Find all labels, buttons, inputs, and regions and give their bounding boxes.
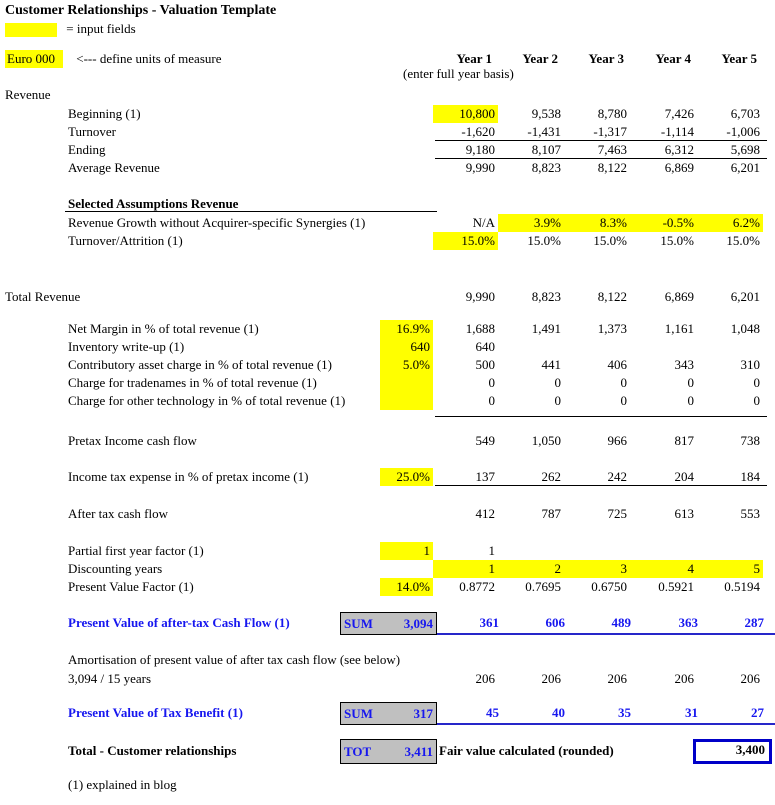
row-label: Total Revenue: [5, 289, 81, 304]
value-cell: [564, 338, 630, 356]
row-label: Income tax expense in % of pretax income (1): [68, 469, 309, 484]
value-cell: 8,122: [597, 289, 627, 304]
value-cell: 35: [618, 705, 631, 720]
row-ending: [0, 141, 775, 159]
row-pretax-income: [0, 432, 775, 450]
value-cell: 0.5921: [658, 579, 694, 594]
row-label: Inventory write-up (1): [68, 339, 185, 354]
value-cell: 0.8772: [459, 579, 495, 594]
value-cell: 441: [541, 357, 561, 372]
value-cell: [498, 338, 564, 356]
value-cell: -1,006: [726, 124, 760, 139]
value-cell: 412: [475, 506, 495, 521]
input-cell-growth-y3[interactable]: 8.3%: [564, 214, 630, 232]
value-cell: 8,823: [531, 289, 561, 304]
col-header-year2: Year 2: [522, 51, 558, 66]
value-cell: 0.7695: [525, 579, 561, 594]
year-basis-note: (enter full year basis): [403, 66, 514, 81]
sum-box-pv-after-tax: [340, 612, 437, 635]
value-cell: 262: [541, 469, 561, 484]
value-cell: 0: [620, 375, 627, 390]
input-color-swatch: [5, 23, 57, 37]
row-turnover-attrition: [0, 232, 775, 250]
year-header-row: [0, 50, 775, 68]
value-cell: 206: [541, 671, 561, 686]
input-cell-other-technology[interactable]: [380, 392, 433, 410]
value-cell: 1,161: [664, 321, 694, 336]
value-cell: 361: [479, 615, 499, 630]
value-cell: 204: [674, 469, 694, 484]
row-inventory-writeup: [0, 338, 775, 356]
value-cell: 184: [740, 469, 760, 484]
value-cell: 8,823: [531, 160, 561, 175]
row-label: Present Value of Tax Benefit (1): [68, 705, 243, 720]
col-header-year1: Year 1: [456, 51, 492, 66]
value-cell: 1,373: [597, 321, 627, 336]
row-label: Present Value of after-tax Cash Flow (1): [68, 615, 290, 630]
value-cell: 6,869: [664, 289, 694, 304]
value-cell: 15.0%: [527, 233, 561, 248]
value-cell: -1,317: [593, 124, 627, 139]
row-total-revenue: [0, 288, 775, 306]
value-cell: [498, 542, 564, 560]
input-cell-tradenames[interactable]: [380, 374, 433, 392]
value-cell: 0: [554, 375, 561, 390]
col-header-year5: Year 5: [721, 51, 757, 66]
row-label: Total - Customer relationships: [68, 743, 237, 758]
row-pv-factor: [0, 578, 775, 596]
value-cell: 500: [475, 357, 495, 372]
value-cell: 137: [475, 469, 495, 484]
input-cell-inventory[interactable]: 640: [380, 338, 433, 356]
value-cell: [630, 542, 697, 560]
input-legend: [5, 21, 136, 37]
row-discounting-years: [0, 560, 775, 578]
value-cell: 7,426: [664, 106, 694, 121]
value-cell: 549: [475, 433, 495, 448]
row-total-customer-relationships: [0, 739, 775, 762]
value-cell: 725: [607, 506, 627, 521]
row-other-technology-charge: [0, 392, 775, 410]
section-label-revenue: Revenue: [5, 87, 51, 102]
sum-label: SUM: [344, 616, 373, 631]
row-contributory-charge: [0, 356, 775, 374]
value-cell: [697, 542, 763, 560]
row-label: After tax cash flow: [68, 506, 168, 521]
value-cell: 606: [545, 615, 565, 630]
input-cell-pv-factor[interactable]: 14.0%: [380, 578, 433, 596]
value-cell: 6,201: [730, 289, 760, 304]
tot-label: TOT: [344, 744, 372, 759]
row-label: Net Margin in % of total revenue (1): [68, 321, 259, 336]
value-cell: 640: [475, 339, 495, 354]
value-cell: 15.0%: [593, 233, 627, 248]
value-cell: 6,201: [730, 160, 760, 175]
value-cell: 0.5194: [724, 579, 760, 594]
row-label: Contributory asset charge in % of total revenue (1): [68, 357, 333, 372]
value-cell: 553: [740, 506, 760, 521]
value-cell: 9,990: [465, 160, 495, 175]
value-cell: 1,491: [531, 321, 561, 336]
row-label: Revenue Growth without Acquirer-specific Synergies (1): [68, 215, 366, 230]
row-label: Charge for tradenames in % of total revenue (1): [68, 375, 317, 390]
divider: [435, 416, 767, 417]
input-cell-net-margin[interactable]: 16.9%: [380, 320, 433, 338]
input-cell-growth-y4[interactable]: -0.5%: [630, 214, 697, 232]
value-cell: 31: [685, 705, 698, 720]
row-pv-tax-benefit: [0, 702, 775, 723]
input-cell-beginning-y1[interactable]: 10,800: [433, 105, 498, 123]
divider: [435, 485, 767, 486]
row-after-tax-cash-flow: [0, 505, 775, 523]
value-cell: 817: [674, 433, 694, 448]
row-label: 3,094 / 15 years: [68, 671, 152, 686]
input-cell-growth-y2[interactable]: 3.9%: [498, 214, 564, 232]
value-cell: 45: [486, 705, 499, 720]
row-income-tax: [0, 468, 775, 486]
input-cell-disc-y2[interactable]: 2: [498, 560, 564, 578]
value-cell: 0: [687, 393, 694, 408]
input-cell-disc-y1[interactable]: 1: [433, 560, 498, 578]
value-cell: 7,463: [597, 142, 627, 157]
row-label: Pretax Income cash flow: [68, 433, 197, 448]
row-beginning: [0, 105, 775, 123]
col-header-year3: Year 3: [588, 51, 624, 66]
value-cell: 0.6750: [591, 579, 627, 594]
value-cell: [564, 542, 630, 560]
input-cell-contributory[interactable]: 5.0%: [380, 356, 433, 374]
value-cell: 0: [620, 393, 627, 408]
input-cell-disc-y5[interactable]: 5: [697, 560, 763, 578]
row-label: Turnover/Attrition (1): [68, 233, 183, 248]
sum-label: SUM: [344, 706, 373, 721]
input-cell-income-tax[interactable]: 25.0%: [380, 468, 433, 486]
input-cell-disc-y3[interactable]: 3: [564, 560, 630, 578]
row-label: Ending: [68, 142, 106, 157]
value-cell: 8,122: [597, 160, 627, 175]
value-cell: 8,107: [531, 142, 561, 157]
value-cell: 206: [674, 671, 694, 686]
value-cell: 787: [541, 506, 561, 521]
fair-value-box: 3,400: [693, 739, 772, 764]
value-cell: 15.0%: [660, 233, 694, 248]
divider: [437, 633, 775, 635]
value-cell: 1: [488, 543, 495, 558]
value-cell: 9,180: [465, 142, 495, 157]
input-cell-partial-factor[interactable]: 1: [380, 542, 433, 560]
units-input-cell[interactable]: Euro 000: [5, 50, 63, 68]
row-net-margin: [0, 320, 775, 338]
value-cell: 343: [674, 357, 694, 372]
sum-box-pv-tax-benefit: [340, 702, 437, 725]
value-cell: 8,780: [597, 106, 627, 121]
input-cell-attrition-y1[interactable]: 15.0%: [433, 232, 498, 250]
value-cell: 0: [554, 393, 561, 408]
footnote: (1) explained in blog: [68, 777, 177, 792]
value-cell: [630, 338, 697, 356]
value-cell: -1,114: [660, 124, 694, 139]
row-label: Discounting years: [68, 561, 163, 576]
row-pv-after-tax: [0, 612, 775, 633]
value-cell: 613: [674, 506, 694, 521]
value-cell: 489: [611, 615, 631, 630]
value-cell: 738: [740, 433, 760, 448]
amortisation-note: Amortisation of present value of after tax cash flow (see below): [68, 652, 401, 667]
row-label: Partial first year factor (1): [68, 543, 204, 558]
section-header-assumptions: Selected Assumptions Revenue: [65, 196, 437, 212]
fair-value-label: Fair value calculated (rounded): [439, 743, 614, 758]
value-cell: -1,431: [527, 124, 561, 139]
value-cell: 40: [552, 705, 565, 720]
row-label: Charge for other technology in % of total revenue (1): [68, 393, 346, 408]
value-cell: N/A: [472, 215, 495, 230]
input-cell-disc-y4[interactable]: 4: [630, 560, 697, 578]
value-cell: 242: [607, 469, 627, 484]
value-cell: 406: [607, 357, 627, 372]
row-partial-year-factor: [0, 542, 775, 560]
value-cell: 1,048: [730, 321, 760, 336]
sum-value: 317: [413, 706, 433, 721]
value-cell: 206: [740, 671, 760, 686]
value-cell: 287: [744, 615, 764, 630]
value-cell: 363: [678, 615, 698, 630]
value-cell: 6,312: [664, 142, 694, 157]
value-cell: 0: [753, 393, 760, 408]
input-legend-label: = input fields: [66, 21, 136, 36]
value-cell: [697, 338, 763, 356]
value-cell: 206: [607, 671, 627, 686]
value-cell: 15.0%: [726, 233, 760, 248]
row-label: Average Revenue: [68, 160, 160, 175]
value-cell: 5,698: [730, 142, 760, 157]
sum-value: 3,094: [403, 616, 433, 631]
value-cell: 6,869: [664, 160, 694, 175]
value-cell: 9,990: [465, 289, 495, 304]
value-cell: 27: [751, 705, 764, 720]
value-cell: 310: [740, 357, 760, 372]
input-cell-growth-y5[interactable]: 6.2%: [697, 214, 763, 232]
value-cell: 0: [753, 375, 760, 390]
value-cell: 1,688: [465, 321, 495, 336]
page-title: Customer Relationships - Valuation Template: [5, 3, 277, 18]
col-header-year4: Year 4: [655, 51, 691, 66]
value-cell: 0: [488, 393, 495, 408]
units-note: <--- define units of measure: [76, 51, 222, 66]
row-tradenames-charge: [0, 374, 775, 392]
row-amortisation: [0, 670, 775, 688]
tot-value: 3,411: [404, 744, 433, 759]
row-average-revenue: [0, 159, 775, 177]
value-cell: 966: [607, 433, 627, 448]
value-cell: 9,538: [531, 106, 561, 121]
divider: [437, 723, 775, 725]
row-turnover: [0, 123, 775, 141]
tot-box: [340, 739, 437, 764]
row-label: Turnover: [68, 124, 116, 139]
value-cell: 1,050: [531, 433, 561, 448]
value-cell: 0: [488, 375, 495, 390]
value-cell: 6,703: [730, 106, 760, 121]
value-cell: -1,620: [461, 124, 495, 139]
row-revenue-growth: [0, 214, 775, 232]
value-cell: 206: [475, 671, 495, 686]
row-label: Present Value Factor (1): [68, 579, 194, 594]
row-label: Beginning (1): [68, 106, 141, 121]
value-cell: 0: [687, 375, 694, 390]
